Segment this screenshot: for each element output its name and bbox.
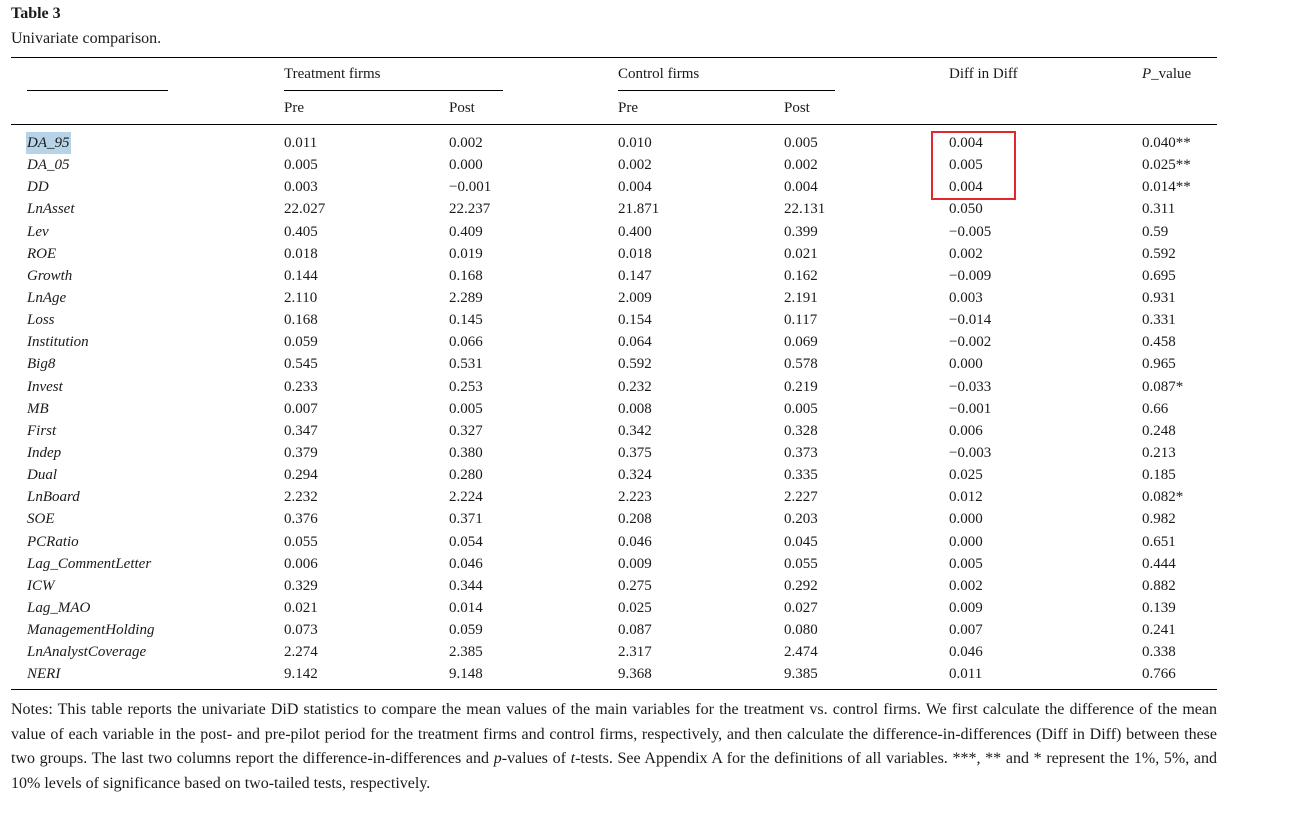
control-pre-value: 21.871 — [618, 201, 660, 218]
control-group-underline — [618, 90, 835, 91]
control-pre-value: 0.208 — [618, 511, 652, 528]
variable-name: SOE — [27, 511, 55, 528]
table-row — [0, 663, 1296, 685]
treatment-post-value: 0.059 — [449, 622, 483, 639]
diff-in-diff-value: 0.050 — [949, 201, 983, 218]
variable-name: Institution — [27, 334, 89, 351]
control-post-value: 0.055 — [784, 555, 818, 572]
p-value: 0.241 — [1142, 622, 1176, 639]
treatment-pre-value: 0.347 — [284, 422, 318, 439]
treatment-post-value: 0.380 — [449, 444, 483, 461]
control-pre-value: 0.009 — [618, 555, 652, 572]
control-post-value: 0.203 — [784, 511, 818, 528]
p-value: 0.982 — [1142, 511, 1176, 528]
treatment-post-value: 0.280 — [449, 467, 483, 484]
treatment-post-value: 0.002 — [449, 135, 483, 151]
treatment-post-value: 0.019 — [449, 245, 483, 262]
diff-in-diff-value: 0.011 — [949, 666, 983, 683]
p-value: 0.66 — [1142, 400, 1169, 417]
variable-name: ManagementHolding — [27, 622, 155, 639]
treatment-pre-value: 0.144 — [284, 267, 318, 284]
variable-name: Loss — [27, 312, 55, 329]
control-pre-value: 0.400 — [618, 223, 652, 240]
bottom-rule — [11, 689, 1217, 690]
treatment-post-value: 0.168 — [449, 267, 483, 284]
variable-name: DD — [27, 179, 49, 196]
diff-in-diff-value: 0.004 — [949, 179, 983, 196]
p-value: 0.695 — [1142, 267, 1176, 284]
table-row — [0, 619, 1296, 641]
table-row — [0, 420, 1296, 442]
p-value: 0.213 — [1142, 444, 1176, 461]
control-post-value: 0.399 — [784, 223, 818, 240]
table-row — [0, 198, 1296, 220]
treatment-pre-value: 2.110 — [284, 289, 318, 306]
table-row — [0, 176, 1296, 198]
table-row — [0, 132, 1296, 154]
variable-name: Lag_MAO — [27, 599, 91, 616]
table-row — [0, 508, 1296, 530]
control-pre-value: 0.046 — [618, 533, 652, 550]
treatment-pre-value: 0.376 — [284, 511, 318, 528]
diff-in-diff-value: 0.046 — [949, 644, 983, 661]
variable-name: LnAsset — [27, 201, 75, 218]
variable-name: ROE — [27, 245, 57, 262]
p-value: 0.444 — [1142, 555, 1176, 572]
control-post-value: 0.335 — [784, 467, 818, 484]
treatment-pre-value: 0.073 — [284, 622, 318, 639]
treatment-pre-value: 0.005 — [284, 157, 318, 174]
control-post-value: 0.373 — [784, 444, 818, 461]
diff-in-diff-value: −0.002 — [949, 334, 992, 351]
treatment-post-value: 2.224 — [449, 489, 483, 506]
control-pre-value: 0.592 — [618, 356, 652, 373]
control-pre-value: 0.154 — [618, 312, 652, 329]
diff-in-diff-value: −0.001 — [949, 400, 992, 417]
control-post-value: 0.002 — [784, 157, 818, 174]
p-value: 0.592 — [1142, 245, 1176, 262]
notes-text-3: -tests. See Appendix A for the definitions of all variables. ***, ** and * represent the 1%, 5%, and 10% levels of significance based on two-tailed tests, respectively. — [11, 750, 1218, 792]
variable-name: Invest — [27, 378, 63, 395]
control-pre-value: 0.004 — [618, 179, 652, 196]
diff-in-diff-value: 0.005 — [949, 157, 983, 174]
control-pre-value: 2.223 — [618, 489, 652, 506]
header-treatment-firms: Treatment firms — [284, 66, 381, 82]
diff-in-diff-value: −0.003 — [949, 444, 992, 461]
p-value: 0.931 — [1142, 289, 1176, 306]
treatment-pre-value: 0.006 — [284, 555, 318, 572]
control-pre-value: 9.368 — [618, 666, 652, 683]
diff-in-diff-value: −0.014 — [949, 312, 992, 329]
control-post-value: 0.005 — [784, 135, 818, 151]
table-row — [0, 464, 1296, 486]
table-notes — [11, 698, 1217, 796]
table-row — [0, 398, 1296, 420]
p-value: 0.651 — [1142, 533, 1176, 550]
variable-name: LnAge — [27, 289, 67, 306]
p-value: 0.025** — [1142, 157, 1191, 174]
control-pre-value: 0.025 — [618, 599, 652, 616]
treatment-post-value: −0.001 — [449, 179, 492, 196]
treatment-pre-value: 0.007 — [284, 400, 318, 417]
treatment-post-value: 0.145 — [449, 312, 483, 329]
control-pre-value: 0.018 — [618, 245, 652, 262]
highlight-annotation-box — [931, 131, 1016, 200]
table-row — [0, 575, 1296, 597]
diff-in-diff-value: 0.012 — [949, 489, 983, 506]
variable-name: LnAnalystCoverage — [27, 644, 147, 661]
p-value: 0.331 — [1142, 312, 1176, 329]
header-control-firms: Control firms — [618, 66, 700, 82]
control-pre-value: 2.009 — [618, 289, 652, 306]
variable-name: Indep — [27, 444, 62, 461]
variable-name: Dual — [27, 467, 57, 484]
diff-in-diff-value: −0.005 — [949, 223, 992, 240]
control-pre-value: 0.147 — [618, 267, 652, 284]
control-post-value: 0.045 — [784, 533, 818, 550]
treatment-post-value: 0.014 — [449, 599, 483, 616]
treatment-pre-value: 0.379 — [284, 444, 318, 461]
treatment-pre-value: 22.027 — [284, 201, 326, 218]
control-pre-value: 0.342 — [618, 422, 652, 439]
diff-in-diff-value: 0.000 — [949, 511, 983, 528]
diff-in-diff-value: 0.000 — [949, 533, 983, 550]
p-value: 0.766 — [1142, 666, 1176, 683]
control-pre-value: 2.317 — [618, 644, 652, 661]
diff-in-diff-value: 0.002 — [949, 577, 983, 594]
treatment-post-value: 0.005 — [449, 400, 483, 417]
treatment-pre-value: 0.021 — [284, 599, 318, 616]
variable-name: MB — [27, 400, 49, 417]
control-post-value: 0.027 — [784, 599, 818, 616]
p-value: 0.965 — [1142, 356, 1176, 373]
treatment-pre-value: 0.059 — [284, 334, 318, 351]
treatment-group-underline — [284, 90, 503, 91]
p-value: 0.139 — [1142, 599, 1176, 616]
treatment-post-value: 2.385 — [449, 644, 483, 661]
diff-in-diff-value: 0.006 — [949, 422, 983, 439]
variable-name: LnBoard — [27, 489, 80, 506]
header-diff-in-diff: Diff in Diff — [949, 66, 1018, 82]
diff-in-diff-value: 0.005 — [949, 555, 983, 572]
table-row — [0, 376, 1296, 398]
diff-in-diff-value: 0.007 — [949, 622, 983, 639]
control-pre-value: 0.375 — [618, 444, 652, 461]
p-value: 0.040** — [1142, 135, 1191, 151]
table-row — [0, 287, 1296, 309]
treatment-post-value: 0.054 — [449, 533, 483, 550]
control-post-value: 0.004 — [784, 179, 818, 196]
control-post-value: 22.131 — [784, 201, 826, 218]
table-row — [0, 221, 1296, 243]
control-pre-value: 0.232 — [618, 378, 652, 395]
variable-name: ICW — [27, 577, 55, 594]
diff-in-diff-value: −0.033 — [949, 378, 992, 395]
treatment-pre-value: 2.232 — [284, 489, 318, 506]
table-row — [0, 154, 1296, 176]
control-pre-value: 0.324 — [618, 467, 652, 484]
table-body — [0, 132, 1296, 686]
diff-in-diff-value: 0.002 — [949, 245, 983, 262]
control-post-value: 0.328 — [784, 422, 818, 439]
table-row — [0, 265, 1296, 287]
treatment-post-value: 0.327 — [449, 422, 483, 439]
diff-in-diff-value: 0.000 — [949, 356, 983, 373]
control-post-value: 0.219 — [784, 378, 818, 395]
variable-column-underline — [27, 90, 168, 91]
diff-in-diff-value: 0.025 — [949, 467, 983, 484]
p-value: 0.338 — [1142, 644, 1176, 661]
p-value: 0.014** — [1142, 179, 1191, 196]
p-value: 0.082* — [1142, 489, 1184, 506]
treatment-pre-value: 2.274 — [284, 644, 318, 661]
control-post-value: 2.474 — [784, 644, 818, 661]
notes-text-2: -values of — [501, 750, 571, 767]
treatment-pre-value: 0.294 — [284, 467, 318, 484]
control-pre-value: 0.008 — [618, 400, 652, 417]
p-value: 0.311 — [1142, 201, 1176, 218]
control-pre-value: 0.010 — [618, 135, 652, 151]
header-treatment-pre: Pre — [284, 100, 304, 116]
table-row — [0, 353, 1296, 375]
treatment-post-value: 0.066 — [449, 334, 483, 351]
table-row — [0, 486, 1296, 508]
control-post-value: 0.021 — [784, 245, 818, 262]
treatment-pre-value: 9.142 — [284, 666, 318, 683]
control-post-value: 0.005 — [784, 400, 818, 417]
treatment-post-value: 9.148 — [449, 666, 483, 683]
control-post-value: 9.385 — [784, 666, 818, 683]
variable-name: Big8 — [27, 356, 56, 373]
table-row — [0, 243, 1296, 265]
control-pre-value: 0.275 — [618, 577, 652, 594]
variable-name: PCRatio — [27, 533, 79, 550]
treatment-pre-value: 0.545 — [284, 356, 318, 373]
table-row — [0, 597, 1296, 619]
p-value-italic: P — [1142, 66, 1152, 82]
table-row — [0, 331, 1296, 353]
variable-name: Growth — [27, 267, 73, 284]
variable-name: Lev — [27, 223, 49, 240]
treatment-pre-value: 0.003 — [284, 179, 318, 196]
p-value: 0.185 — [1142, 467, 1176, 484]
control-post-value: 0.162 — [784, 267, 818, 284]
notes-p-italic: p — [493, 750, 502, 767]
control-post-value: 2.191 — [784, 289, 818, 306]
table-row — [0, 553, 1296, 575]
p-value: 0.248 — [1142, 422, 1176, 439]
header-control-post: Post — [784, 100, 810, 116]
variable-name: NERI — [27, 666, 61, 683]
table-row — [0, 531, 1296, 553]
header-p-value — [1142, 66, 1191, 83]
treatment-post-value: 0.371 — [449, 511, 483, 528]
variable-name: Lag_CommentLetter — [27, 555, 152, 572]
treatment-post-value: 2.289 — [449, 289, 483, 306]
table-row — [0, 309, 1296, 331]
control-pre-value: 0.087 — [618, 622, 652, 639]
p-value: 0.087* — [1142, 378, 1184, 395]
control-post-value: 0.069 — [784, 334, 818, 351]
notes-t-italic: t — [570, 750, 576, 767]
treatment-pre-value: 0.233 — [284, 378, 318, 395]
control-post-value: 0.292 — [784, 577, 818, 594]
p-value-suffix: _value — [1151, 66, 1192, 82]
p-value: 0.882 — [1142, 577, 1176, 594]
treatment-post-value: 0.409 — [449, 223, 483, 240]
treatment-pre-value: 0.329 — [284, 577, 318, 594]
header-rule — [11, 124, 1217, 125]
control-post-value: 0.080 — [784, 622, 818, 639]
treatment-post-value: 22.237 — [449, 201, 491, 218]
control-pre-value: 0.002 — [618, 157, 652, 174]
top-rule — [11, 57, 1217, 58]
treatment-post-value: 0.531 — [449, 356, 483, 373]
treatment-post-value: 0.046 — [449, 555, 483, 572]
table-row — [0, 641, 1296, 663]
variable-name: First — [27, 422, 57, 439]
treatment-pre-value: 0.018 — [284, 245, 318, 262]
variable-name: DA_05 — [27, 157, 70, 174]
control-post-value: 0.578 — [784, 356, 818, 373]
control-post-value: 2.227 — [784, 489, 818, 506]
table-caption: Univariate comparison. — [11, 30, 162, 47]
diff-in-diff-value: 0.004 — [949, 135, 983, 151]
header-treatment-post: Post — [449, 100, 475, 116]
diff-in-diff-value: 0.003 — [949, 289, 983, 306]
diff-in-diff-value: 0.009 — [949, 599, 983, 616]
treatment-pre-value: 0.168 — [284, 312, 318, 329]
treatment-pre-value: 0.055 — [284, 533, 318, 550]
treatment-post-value: 0.344 — [449, 577, 483, 594]
table-row — [0, 442, 1296, 464]
variable-name: DA_95 — [26, 132, 71, 154]
p-value: 0.59 — [1142, 223, 1169, 240]
header-control-pre: Pre — [618, 100, 638, 116]
table-label: Table 3 — [11, 5, 61, 22]
control-post-value: 0.117 — [784, 312, 818, 329]
control-pre-value: 0.064 — [618, 334, 652, 351]
diff-in-diff-value: −0.009 — [949, 267, 992, 284]
treatment-post-value: 0.000 — [449, 157, 483, 174]
p-value: 0.458 — [1142, 334, 1176, 351]
notes-text-1: Notes: This table reports the univariate DiD statistics to compare the mean values of the main variables for the treatment vs. control firms. We first calculate the difference of the mean value of each variable in the post- and pre-pilot period for the treatment firms and control firms, respectively, and then calculate the difference-in-differences (Diff in Diff) between these two groups. The last two columns report the difference-in-differences and — [11, 701, 1217, 767]
treatment-post-value: 0.253 — [449, 378, 483, 395]
treatment-pre-value: 0.011 — [284, 135, 318, 151]
treatment-pre-value: 0.405 — [284, 223, 318, 240]
